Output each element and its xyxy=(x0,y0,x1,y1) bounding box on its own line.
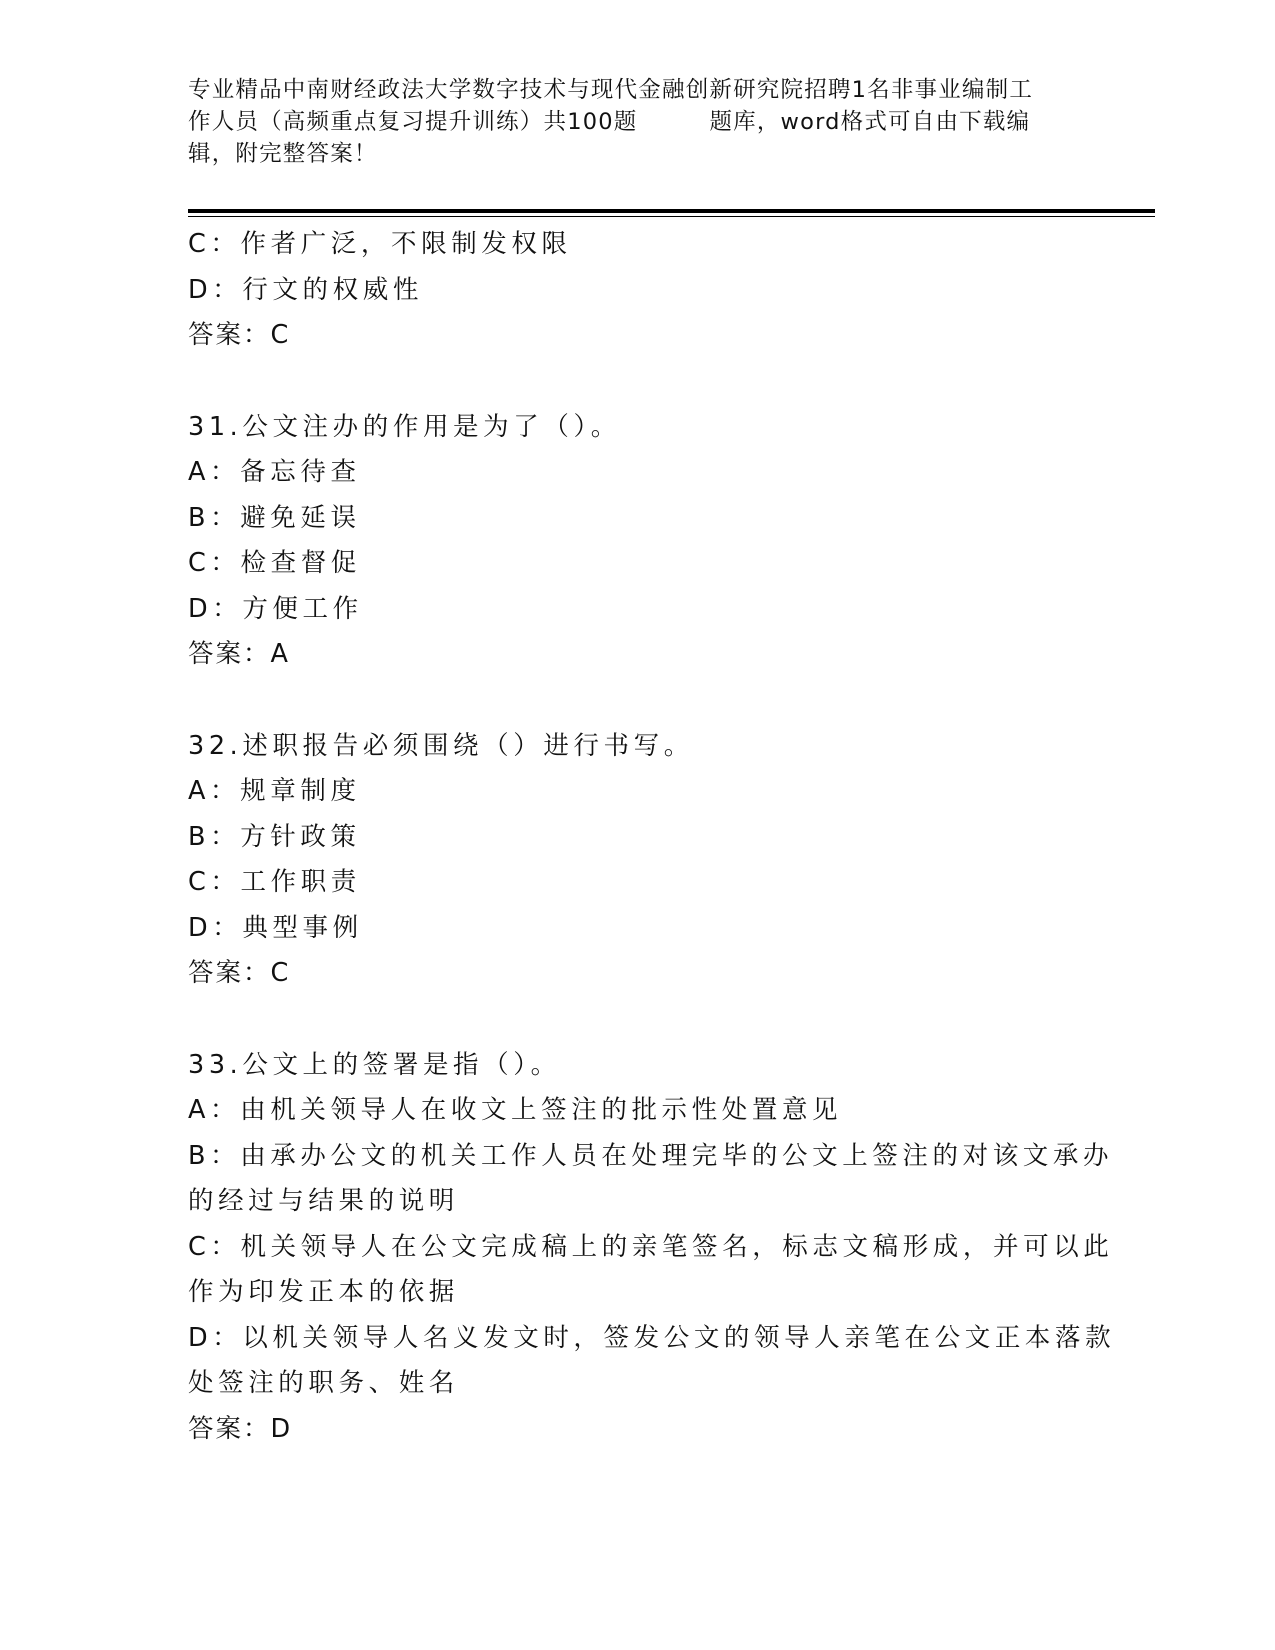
header-divider-thick xyxy=(188,209,1155,213)
prev-question xyxy=(188,222,1088,359)
question-stem: 32.述职报告必须围绕（）进行书写。 xyxy=(188,730,694,761)
question-32 xyxy=(188,724,1088,997)
answer: 答案：C xyxy=(188,320,291,350)
question-33 xyxy=(188,1043,1116,1453)
answer: 答案：A xyxy=(188,639,290,669)
option-b-cont: 的经过与结果的说明 xyxy=(188,1186,459,1216)
option-c: C：检查督促 xyxy=(188,548,361,578)
option-c-cont: 作为印发正本的依据 xyxy=(188,1277,459,1307)
option-d: D：典型事例 xyxy=(188,912,363,943)
question-list xyxy=(188,222,1116,1452)
option-a: A：备忘待查 xyxy=(188,457,361,487)
option-b: B：由承办公文的机关工作人员在处理完毕的公文上签注的对该文承办 xyxy=(188,1140,1114,1171)
question-31 xyxy=(188,405,1088,678)
option-a: A：规章制度 xyxy=(188,776,361,806)
header-line-3: 辑，附完整答案！ xyxy=(188,141,378,167)
option-d: D：方便工作 xyxy=(188,593,363,624)
header-line-2 xyxy=(188,106,1088,138)
option-c: C：机关领导人在公文完成稿上的亲笔签名，标志文稿形成，并可以此 xyxy=(188,1231,1114,1262)
header-line-2b: 题库，word格式可自由下载编 xyxy=(709,109,1031,135)
option-b: B：方针政策 xyxy=(188,821,361,852)
question-stem: 33.公文上的签署是指（）。 xyxy=(188,1049,561,1080)
option-c: C：作者广泛，不限制发权限 xyxy=(188,229,572,259)
option-d: D：行文的权威性 xyxy=(188,274,423,305)
header-line-1: 专业精品中南财经政法大学数字技术与现代金融创新研究院招聘1名非事业编制工 xyxy=(188,77,1034,103)
question-stem: 31.公文注办的作用是为了（）。 xyxy=(188,411,621,442)
option-c: C：工作职责 xyxy=(188,867,361,897)
option-d-cont: 处签注的职务、姓名 xyxy=(188,1368,459,1398)
document-header xyxy=(188,74,1088,170)
header-divider-thin xyxy=(188,216,1155,217)
answer: 答案：D xyxy=(188,1413,293,1444)
header-line-2a: 作人员（高频重点复习提升训练）共100题 xyxy=(188,109,638,135)
answer: 答案：C xyxy=(188,958,291,988)
option-d: D：以机关领导人名义发文时，签发公文的领导人亲笔在公文正本落款 xyxy=(188,1322,1116,1353)
option-b: B：避免延误 xyxy=(188,502,361,533)
option-a: A：由机关领导人在收文上签注的批示性处置意见 xyxy=(188,1095,843,1125)
